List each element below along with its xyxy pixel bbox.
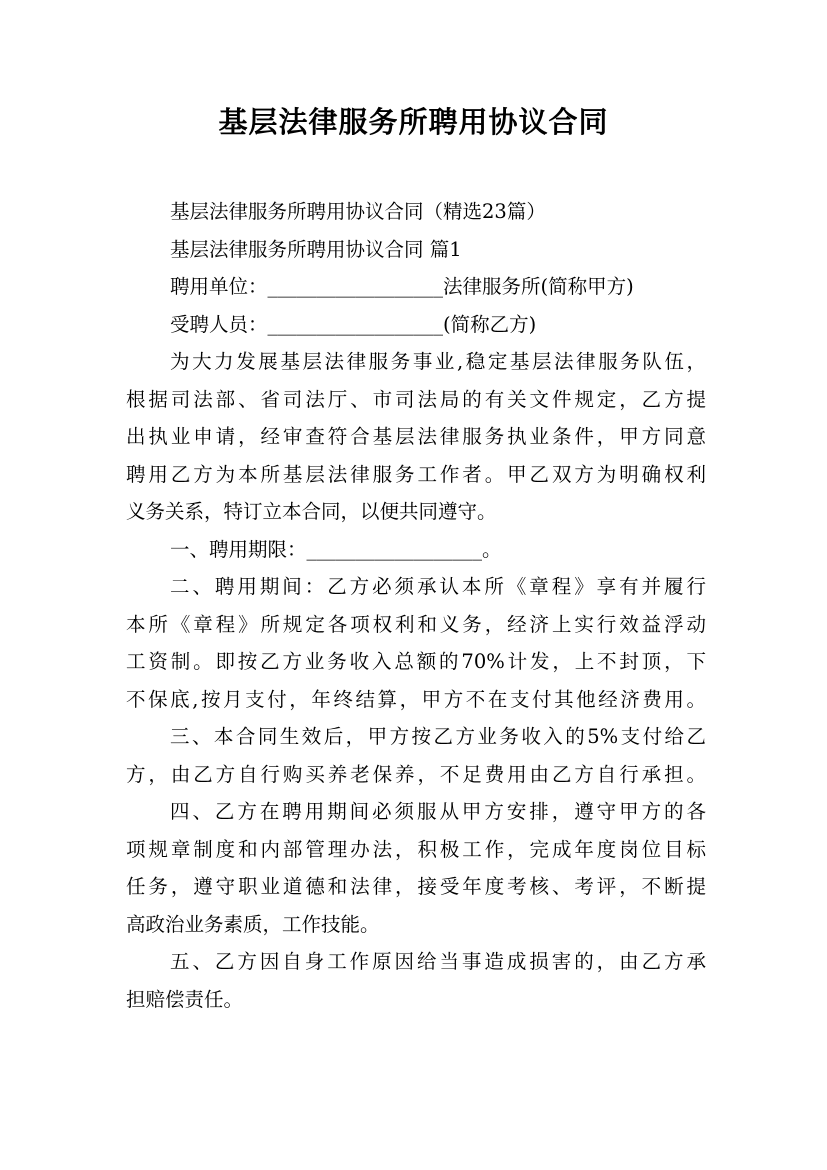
paragraph-line: 本所《章程》所规定各项权利和义务，经济上实行效益浮动 [126,612,706,636]
paragraph-line: 根据司法部、省司法厅、市司法局的有关文件规定，乙方提 [126,387,706,411]
subtitle-line: 基层法律服务所聘用协议合同（精选23篇） [170,200,546,223]
paragraph-line: 三、本合同生效后，甲方按乙方业务收入的5%支付给乙 [170,725,706,748]
paragraph-line: 任务，遵守职业道德和法律，接受年度考核、考评，不断提 [126,875,706,898]
paragraph-line: 担赔偿责任。 [126,987,244,1011]
paragraph-line: 工资制。即按乙方业务收入总额的70%计发，上不封顶，下 [126,650,706,673]
employee-field-line: 受聘人员：__________________(简称乙方) [170,312,537,336]
paragraph-line: 四、乙方在聘用期间必须服从甲方安排，遵守甲方的各 [170,800,706,823]
employer-field-line: 聘用单位：__________________法律服务所(简称甲方) [170,275,634,298]
paragraph-line: 为大力发展基层法律服务事业,稳定基层法律服务队伍， [170,350,706,373]
document-body [126,193,706,1018]
paragraph-line: 五、乙方因自身工作原因给当事造成损害的，由乙方承 [170,950,706,973]
paragraph-line: 高政治业务素质，工作技能。 [126,912,380,936]
section-heading: 基层法律服务所聘用协议合同 篇1 [170,237,462,261]
paragraph-line: 项规章制度和内部管理办法，积极工作，完成年度岗位目标 [126,837,706,861]
paragraph-line: 二、聘用期间：乙方必须承认本所《章程》享有并履行 [170,575,706,598]
document-title: 基层法律服务所聘用协议合同 [218,105,609,139]
paragraph-line: 出执业申请，经审查符合基层法律服务执业条件，甲方同意 [126,425,706,448]
paragraph-line: 义务关系，特订立本合同，以便共同遵守。 [126,500,497,523]
term-clause-line: 一、聘用期限：__________________。 [170,537,502,561]
paragraph-line: 方，由乙方自行购买养老保养，不足费用由乙方自行承担。 [126,762,706,786]
paragraph-line: 聘用乙方为本所基层法律服务工作者。甲乙双方为明确权利 [126,462,706,486]
paragraph-line: 不保底,按月支付，年终结算，甲方不在支付其他经济费用。 [126,687,706,711]
